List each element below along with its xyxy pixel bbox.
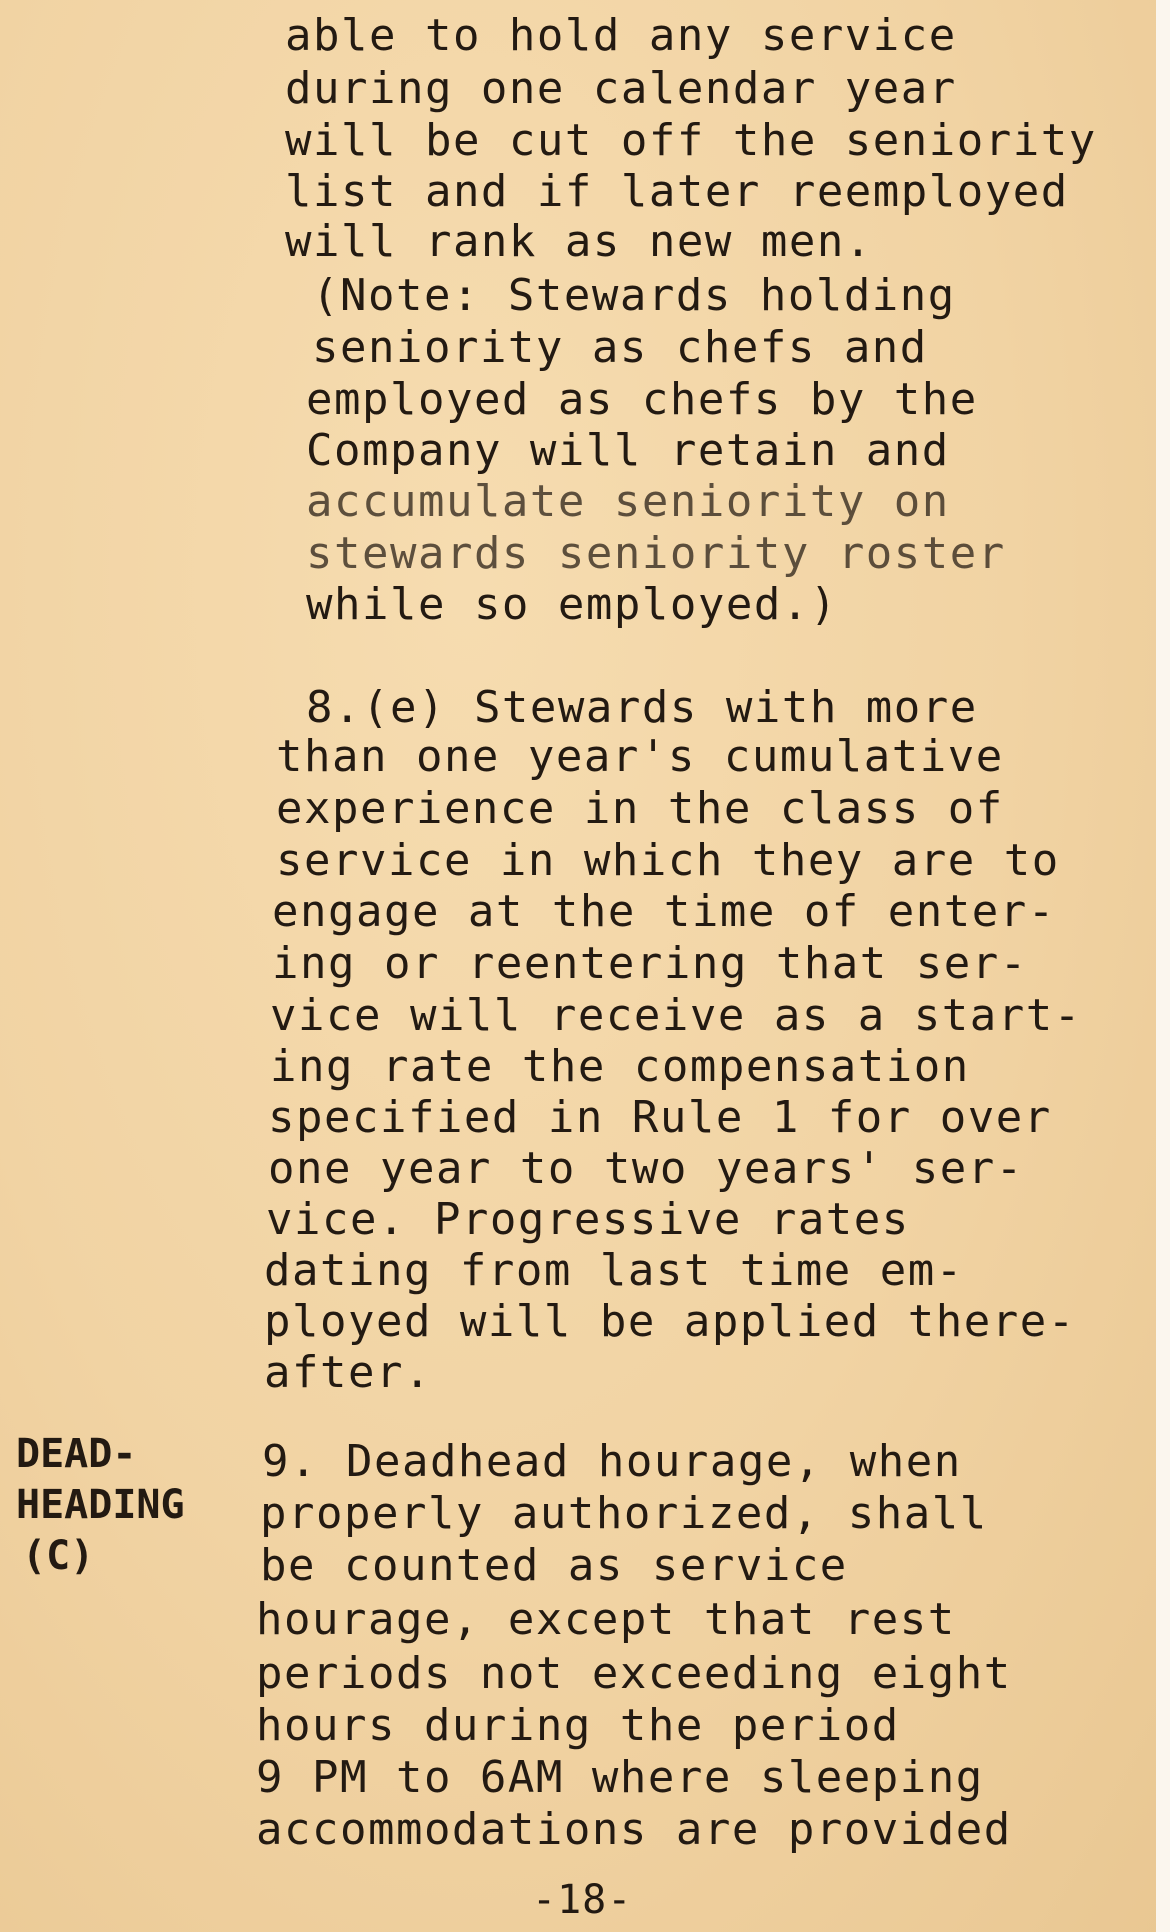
rule-9-line: 9. Deadhead hourage, when xyxy=(262,1436,962,1487)
rule-8e-line: experience in the class of xyxy=(276,783,1004,834)
text-line: list and if later reemployed xyxy=(285,166,1069,217)
rule-9-line: properly authorized, shall xyxy=(260,1488,988,1539)
note-line: seniority as chefs and xyxy=(312,322,928,373)
rule-8e-line: service in which they are to xyxy=(276,835,1060,886)
note-line: while so employed.) xyxy=(306,579,838,630)
rule-8e-line: ing or reentering that ser- xyxy=(272,938,1028,989)
note-line: accumulate seniority on xyxy=(306,476,950,527)
text-line: will rank as new men. xyxy=(285,216,873,267)
rule-8e-line: specified in Rule 1 for over xyxy=(268,1092,1052,1143)
rule-9-line: hours during the period xyxy=(256,1700,900,1751)
side-heading-line: HEADING xyxy=(16,1482,185,1528)
side-heading-line: (C) xyxy=(22,1533,95,1579)
rule-8e-line: one year to two years' ser- xyxy=(268,1143,1024,1194)
rule-8e-line: ployed will be applied there- xyxy=(264,1296,1076,1347)
rule-9-line: 9 PM to 6AM where sleeping xyxy=(256,1752,984,1803)
page-number: -18- xyxy=(532,1877,633,1923)
rule-8e-line: 8.(e) Stewards with more xyxy=(306,682,978,733)
note-line: Company will retain and xyxy=(306,425,950,476)
rule-9-line: hourage, except that rest xyxy=(256,1594,956,1645)
rule-8e-line: vice will receive as a start- xyxy=(270,990,1082,1041)
side-heading-line: DEAD- xyxy=(16,1431,137,1477)
text-line: will be cut off the seniority xyxy=(285,115,1097,166)
text-line: during one calendar year xyxy=(285,63,957,114)
rule-8e-line: than one year's cumulative xyxy=(276,731,1004,782)
rule-8e-line: dating from last time em- xyxy=(264,1245,964,1296)
note-line: employed as chefs by the xyxy=(306,374,978,425)
rule-8e-line: ing rate the compensation xyxy=(270,1041,970,1092)
text-line: able to hold any service xyxy=(285,10,957,61)
rule-8e-line: engage at the time of enter- xyxy=(272,886,1056,937)
rule-9-line: periods not exceeding eight xyxy=(256,1648,1012,1699)
rule-8e-line: vice. Progressive rates xyxy=(266,1194,910,1245)
note-line: stewards seniority roster xyxy=(306,528,1006,579)
note-line: (Note: Stewards holding xyxy=(312,270,956,321)
rule-9-line: be counted as service xyxy=(260,1540,848,1591)
rule-8e-line: after. xyxy=(264,1347,432,1398)
rule-9-line: accommodations are provided xyxy=(256,1804,1012,1855)
